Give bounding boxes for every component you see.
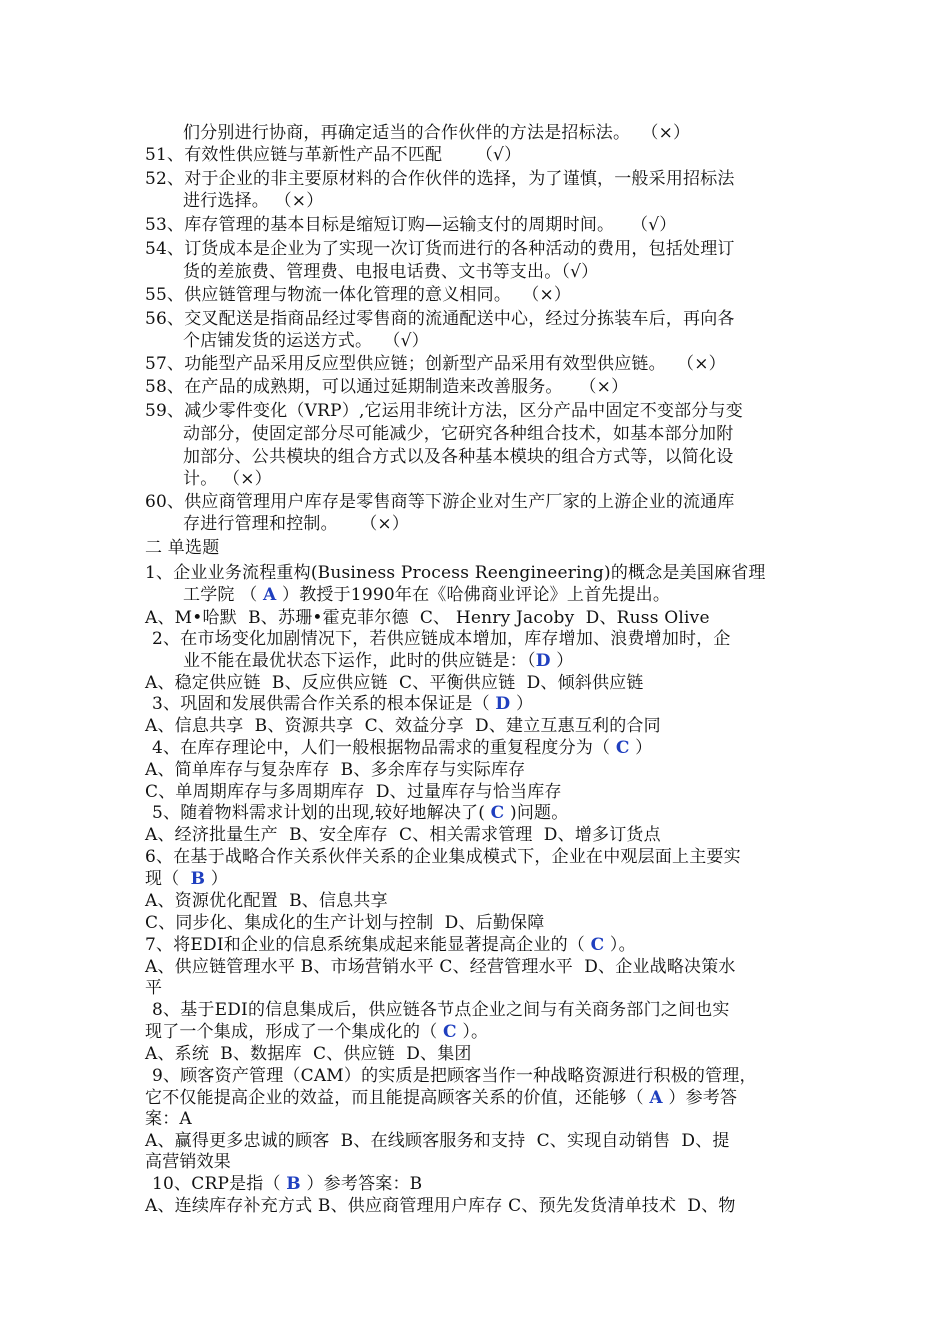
text-line (0, 214, 950, 236)
answer-letter: D (495, 694, 511, 714)
text-segment: A、经济批量生产 B、安全库存 C、相关需求管理 D、增多订货点 (145, 825, 661, 845)
text-segment: A、M•哈默 B、苏珊•霍克菲尔德 C、 Henry Jacoby D、Russ Olive (145, 608, 710, 628)
text-segment: 60、供应商管理用户库存是零售商等下游企业对生产厂家的上游企业的流通库 (145, 492, 735, 512)
text-segment: 它不仅能提高企业的效益，而且能提高顾客关系的价值，还能够（ (145, 1088, 650, 1108)
answer-letter: C (590, 935, 605, 955)
text-segment: ） (629, 738, 653, 758)
answer-letter: B (190, 869, 206, 889)
text-line (0, 423, 950, 445)
text-segment: 个店铺发货的运送方式。 （√） (183, 331, 429, 351)
text-line (0, 1087, 950, 1109)
text-line (0, 824, 950, 846)
text-line (0, 168, 950, 190)
text-segment: ） (550, 651, 574, 671)
text-segment: A、供应链管理水平 B、市场营销水平 C、经营管理水平 D、企业战略决策水 (145, 957, 736, 977)
text-segment: 平 (145, 978, 163, 998)
text-line (0, 650, 950, 672)
text-segment: ）参考答案：B (300, 1174, 423, 1194)
text-segment: 4、在库存理论中，人们一般根据物品需求的重复程度分为（ (152, 738, 616, 758)
text-segment: 5、随着物料需求计划的出现,较好地解决了( (152, 803, 491, 823)
text-segment: 进行选择。 （×） (183, 191, 324, 211)
text-line (0, 190, 950, 212)
text-line (0, 737, 950, 759)
text-line (0, 353, 950, 375)
text-line (0, 672, 950, 694)
text-segment: 53、库存管理的基本目标是缩短订购—运输支付的周期时间。 （√） (145, 215, 677, 235)
text-line (0, 607, 950, 629)
text-line (0, 1195, 950, 1217)
text-segment: 51、有效性供应链与革新性产品不匹配 （√） (145, 145, 522, 165)
text-line (0, 1021, 950, 1043)
text-segment: 1、企业业务流程重构(Business Process Reengineering)的概念是美国麻省理 (145, 563, 766, 583)
text-line (0, 999, 950, 1021)
text-line (0, 584, 950, 606)
text-segment: C、单周期库存与多周期库存 D、过量库存与恰当库存 (145, 782, 562, 802)
text-line (0, 284, 950, 306)
text-segment: ）。 (604, 935, 636, 955)
answer-letter: C (615, 738, 630, 758)
text-line (0, 1130, 950, 1152)
text-segment: )问题。 (504, 803, 569, 823)
text-segment: 计。 （×） (183, 469, 272, 489)
text-line (0, 715, 950, 737)
text-segment: 57、功能型产品采用反应型供应链；创新型产品采用有效型供应链。 （×） (145, 354, 726, 374)
text-segment: 现（ (145, 869, 191, 889)
text-segment: 存进行管理和控制。 （×） (183, 514, 410, 534)
text-line (0, 890, 950, 912)
text-line (0, 376, 950, 398)
text-line (0, 1043, 950, 1065)
text-line (0, 846, 950, 868)
text-segment: 案：A (145, 1109, 192, 1129)
answer-letter: D (535, 651, 551, 671)
text-segment: 3、巩固和发展供需合作关系的根本保证是（ (152, 694, 496, 714)
answer-letter: C (490, 803, 505, 823)
text-segment: A、赢得更多忠诚的顾客 B、在线顾客服务和支持 C、实现自动销售 D、提 (145, 1131, 730, 1151)
text-line (0, 330, 950, 352)
text-segment: C、同步化、集成化的生产计划与控制 D、后勤保障 (145, 913, 545, 933)
text-segment: A、信息共享 B、资源共享 C、效益分享 D、建立互惠互利的合同 (145, 716, 661, 736)
text-segment: ）教授于1990年在《哈佛商业评论》上首先提出。 (276, 585, 671, 605)
text-line (0, 934, 950, 956)
text-line (0, 693, 950, 715)
text-segment: 二 单选题 (145, 538, 220, 558)
text-segment: ）参考答 (662, 1088, 738, 1108)
text-segment: A、简单库存与复杂库存 B、多余库存与实际库存 (145, 760, 526, 780)
text-line (0, 781, 950, 803)
text-segment: 工学院 （ (183, 585, 264, 605)
text-segment: 59、减少零件变化（VRP）,它运用非统计方法，区分产品中固定不变部分与变 (145, 401, 743, 421)
text-line (0, 628, 950, 650)
text-segment: 56、交叉配送是指商品经过零售商的流通配送中心，经过分拣装车后，再向各 (145, 309, 735, 329)
text-segment: ）。 (456, 1022, 489, 1042)
text-line (0, 912, 950, 934)
answer-letter: A (263, 585, 277, 605)
text-line (0, 261, 950, 283)
text-line (0, 1108, 950, 1130)
answer-letter: A (649, 1088, 663, 1108)
text-line (0, 956, 950, 978)
answer-letter: B (286, 1174, 301, 1194)
text-segment: 9、顾客资产管理（CAM）的实质是把顾客当作一种战略资源进行积极的管理， (152, 1066, 757, 1086)
text-line (0, 238, 950, 260)
text-segment: 54、订货成本是企业为了实现一次订货而进行的各种活动的费用，包括处理订 (145, 239, 735, 259)
text-segment: 高营销效果 (145, 1152, 231, 1172)
text-line (0, 802, 950, 824)
text-line (0, 977, 950, 999)
text-line (0, 868, 950, 890)
text-line (0, 1173, 950, 1195)
text-line (0, 468, 950, 490)
text-segment: 7、将EDI和企业的信息系统集成起来能显著提高企业的（ (145, 935, 591, 955)
text-line (0, 122, 950, 144)
text-line (0, 491, 950, 513)
text-line (0, 537, 950, 559)
text-segment: 8、基于EDI的信息集成后，供应链各节点企业之间与有关商务部门之间也实 (152, 1000, 730, 1020)
text-segment: A、资源优化配置 B、信息共享 (145, 891, 388, 911)
text-segment: 2、在市场变化加剧情况下，若供应链成本增加，库存增加、浪费增加时，企 (152, 629, 731, 649)
answer-letter: C (443, 1022, 457, 1042)
text-segment: 10、CRP是指（ (152, 1174, 287, 1194)
text-line (0, 144, 950, 166)
text-segment: A、连续库存补充方式 B、供应商管理用户库存 C、预先发货清单技术 D、物 (145, 1196, 736, 1216)
text-line (0, 446, 950, 468)
text-segment: ） (510, 694, 534, 714)
text-line (0, 400, 950, 422)
text-line (0, 1151, 950, 1173)
text-segment: A、系统 B、数据库 C、供应链 D、集团 (145, 1044, 472, 1064)
text-segment: A、稳定供应链 B、反应供应链 C、平衡供应链 D、倾斜供应链 (145, 673, 644, 693)
text-line (0, 562, 950, 584)
text-line (0, 308, 950, 330)
text-line (0, 759, 950, 781)
text-segment: 6、在基于战略合作关系伙伴关系的企业集成模式下，企业在中观层面上主要实 (145, 847, 741, 867)
text-segment: 58、在产品的成熟期，可以通过延期制造来改善服务。 （×） (145, 377, 629, 397)
text-segment: ） (205, 869, 228, 889)
text-segment: 加部分、公共模块的组合方式以及各种基本模块的组合方式等，以简化设 (183, 447, 734, 467)
text-segment: 52、对于企业的非主要原材料的合作伙伴的选择，为了谨慎，一般采用招标法 (145, 169, 735, 189)
text-segment: 们分别进行协商，再确定适当的合作伙伴的方法是招标法。 （×） (183, 123, 691, 143)
text-line (0, 1065, 950, 1087)
text-segment: 货的差旅费、管理费、电报电话费、文书等支出。（√） (183, 262, 599, 282)
text-line (0, 513, 950, 535)
text-segment: 动部分，使固定部分尽可能减少，它研究各种组合技术，如基本部分加附 (183, 424, 734, 444)
text-segment: 业不能在最优状态下运作，此时的供应链是：（ (183, 651, 536, 671)
text-segment: 现了一个集成，形成了一个集成化的（ (145, 1022, 444, 1042)
text-segment: 55、供应链管理与物流一体化管理的意义相同。 （×） (145, 285, 572, 305)
